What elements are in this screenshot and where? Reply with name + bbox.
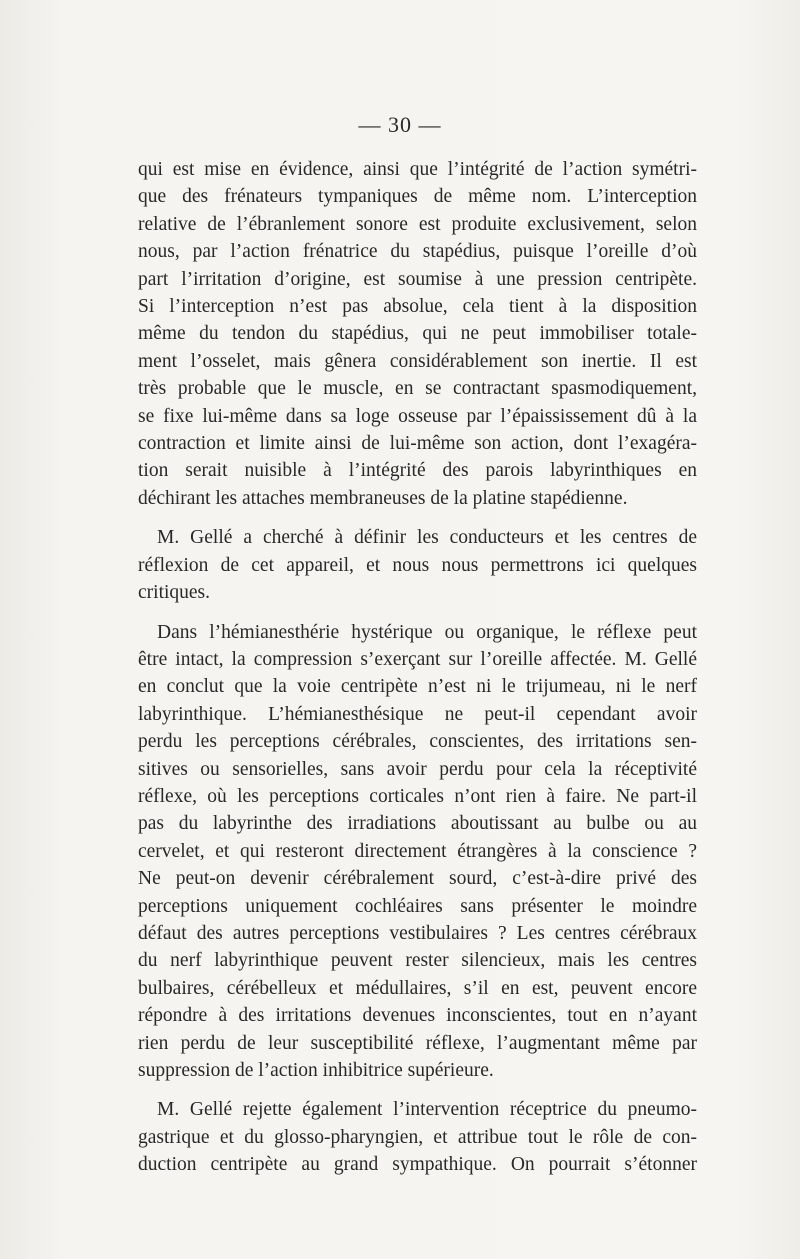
text-line: nous, par l’action frénatrice du stapédius, puisque l’oreille d’où: [138, 241, 697, 263]
paragraph-1: [138, 156, 697, 512]
paragraph-4: [138, 1096, 697, 1178]
text-line: cervelet, et qui resteront directement étrangères à la conscience ?: [138, 840, 697, 862]
text-line: du nerf labyrinthique peuvent rester silencieux, mais les centres: [138, 950, 697, 972]
text-line: Si l’interception n’est pas absolue, cela tient à la disposition: [138, 296, 697, 318]
body-text: [138, 156, 697, 1179]
text-line: ment l’osselet, mais gênera considérablement son inertie. Il est: [138, 350, 697, 372]
text-line: gastrique et du glosso-pharyngien, et attribue tout le rôle de con-: [138, 1126, 697, 1148]
text-line: qui est mise en évidence, ainsi que l’intégrité de l’action symétri-: [138, 159, 697, 180]
text-line: labyrinthique. L’hémianesthésique ne peut-il cependant avoir: [138, 703, 697, 725]
text-line: critiques.: [138, 582, 211, 604]
text-line: se fixe lui-même dans sa loge osseuse par l’épaississement dû à la: [138, 405, 697, 427]
text-line: part l’irritation d’origine, est soumise à une pression centripète.: [138, 268, 697, 290]
text-line: bulbaires, cérébelleux et médullaires, s’il en est, peuvent encore: [138, 977, 697, 999]
text-line: M. Gellé rejette également l’intervention réceptrice du pneumo-: [157, 1099, 697, 1121]
page-number: — 30 —: [358, 112, 442, 137]
paragraph-2: [138, 524, 697, 606]
text-line: sitives ou sensorielles, sans avoir perdu pour cela la réceptivité: [138, 758, 697, 780]
text-line: rien perdu de leur susceptibilité réflexe, l’augmentant même par: [138, 1032, 697, 1054]
text-line: réflexe, où les perceptions corticales n’ont rien à faire. Ne part-il: [138, 785, 697, 807]
text-line: réflexion de cet appareil, et nous nous permettrons ici quelques: [138, 554, 697, 576]
text-line: perceptions uniquement cochléaires sans présenter le moindre: [138, 895, 697, 917]
text-line: très probable que le muscle, en se contractant spasmodiquement,: [138, 378, 697, 400]
text-line: répondre à des irritations devenues inconscientes, tout en n’ayant: [138, 1005, 697, 1027]
text-line: même du tendon du stapédius, qui ne peut immobiliser totale-: [138, 323, 697, 345]
text-line: Ne peut-on devenir cérébralement sourd, c’est-à-dire privé des: [138, 868, 697, 890]
text-line: déchirant les attaches membraneuses de la platine stapédienne.: [138, 487, 628, 509]
text-line: en conclut que la voie centripète n’est ni le trijumeau, ni le nerf: [138, 676, 697, 698]
text-line: contraction et limite ainsi de lui-même son action, dont l’exagéra-: [138, 433, 697, 455]
text-line: que des frénateurs tympaniques de même nom. L’interception: [138, 186, 697, 208]
text-line: être intact, la compression s’exerçant sur l’oreille affectée. M. Gellé: [138, 648, 697, 670]
text-line: M. Gellé a cherché à définir les conducteurs et les centres de: [157, 527, 697, 549]
paragraph-3: [138, 619, 697, 1085]
text-line: pas du labyrinthe des irradiations aboutissant au bulbe ou au: [138, 813, 697, 835]
text-line: perdu les perceptions cérébrales, conscientes, des irritations sen-: [138, 731, 697, 753]
text-line: tion serait nuisible à l’intégrité des parois labyrinthiques en: [138, 460, 697, 482]
text-line: duction centripète au grand sympathique. On pourrait s’étonner: [138, 1154, 697, 1176]
text-line: Dans l’hémianesthérie hystérique ou organique, le réflexe peut: [157, 621, 697, 643]
text-line: défaut des autres perceptions vestibulaires ? Les centres cérébraux: [138, 922, 697, 944]
text-line: suppression de l’action inhibitrice supérieure.: [138, 1060, 494, 1081]
text-line: relative de l’ébranlement sonore est produite exclusivement, selon: [138, 213, 697, 235]
